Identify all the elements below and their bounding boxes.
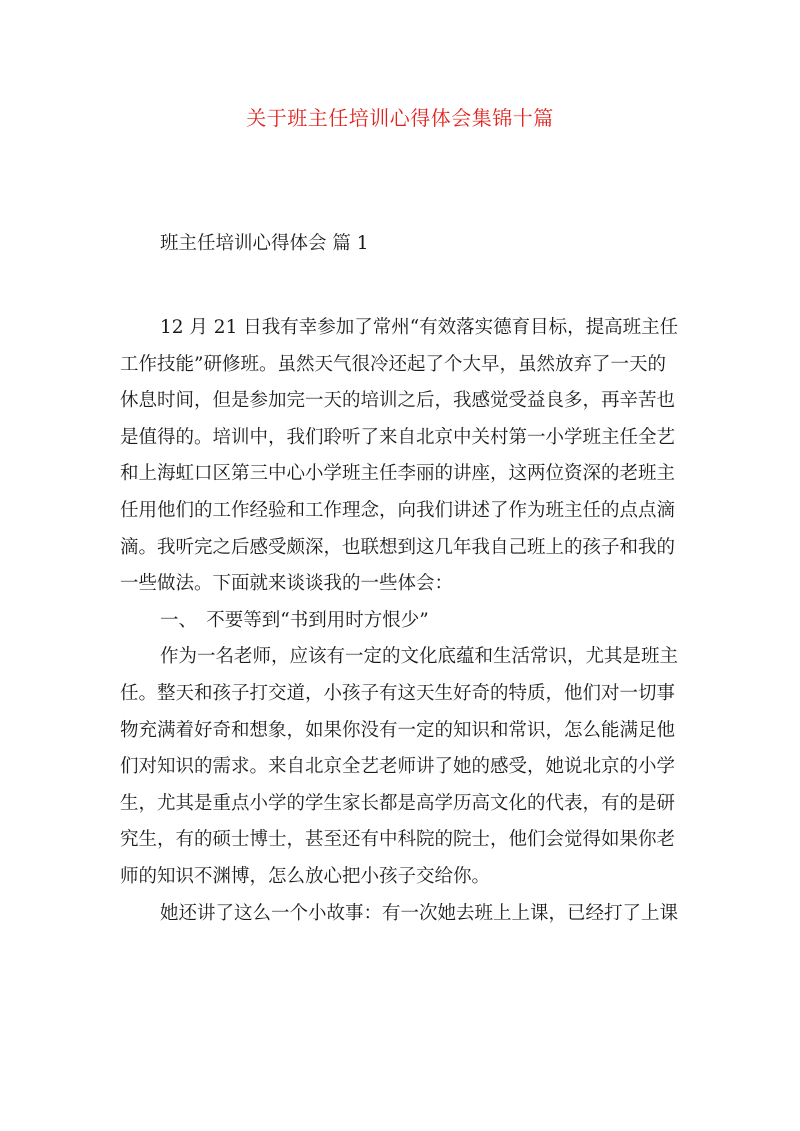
document-title: 关于班主任培训心得体会集锦十篇 [246,106,554,130]
body-line: 休息时间，但是参加完一天的培训之后，我感觉受益良多，再辛苦也 [120,390,676,412]
body-line: 一、 不要等到“书到用时方恨少” [160,609,429,631]
body-line: 物充满着好奇和想象，如果你没有一定的知识和常识，怎么能满足他 [120,719,676,741]
body-line: 12 月 21 日我有幸参加了常州“有效落实德育目标，提高班主任 [160,317,679,338]
body-line: 工作技能”研修班。虽然天气很冷还起了个大早，虽然放弃了一天的 [120,353,666,375]
body-line: 是值得的。培训中，我们聆听了来自北京中关村第一小学班主任全艺 [120,426,676,448]
body-line: 究生，有的硕士博士，甚至还有中科院的院士，他们会觉得如果你老 [120,829,676,851]
body-line: 一些做法。下面就来谈谈我的一些体会： [120,573,454,595]
section-title: 班主任培训心得体会 篇 1 [160,233,369,254]
body-line: 师的知识不渊博，怎么放心把小孩子交给你。 [120,865,491,887]
body-line: 生，尤其是重点小学的学生家长都是高学历高文化的代表，有的是研 [120,792,676,814]
body-line: 滴。我听完之后感受颇深，也联想到这几年我自己班上的孩子和我的 [120,536,676,558]
body-line: 们对知识的需求。来自北京全艺老师讲了她的感受，她说北京的小学 [120,756,676,778]
body-line: 她还讲了这么一个小故事：有一次她去班上上课，已经打了上课 [160,902,679,924]
body-line: 和上海虹口区第三中心小学班主任李丽的讲座，这两位资深的老班主 [120,463,676,485]
body-line: 任用他们的工作经验和工作理念，向我们讲述了作为班主任的点点滴 [120,499,676,521]
body-line: 作为一名老师，应该有一定的文化底蕴和生活常识，尤其是班主 [160,646,679,668]
body-line: 任。整天和孩子打交道，小孩子有这天生好奇的特质，他们对一切事 [120,682,676,704]
body-text [120,310,685,932]
